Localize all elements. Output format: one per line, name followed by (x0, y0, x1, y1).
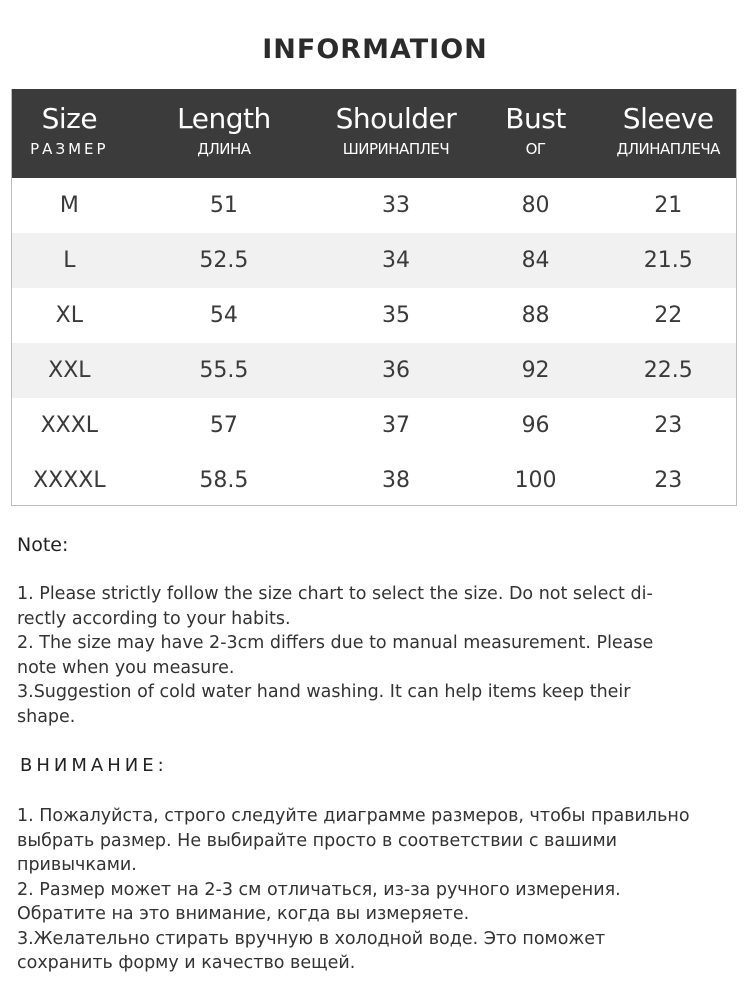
note-line-ru: выбрать размер. Не выбирайте просто в соответствии с вашими (17, 830, 618, 851)
cell-sleeve: 22.5 (643, 358, 693, 383)
note-line: rectly according to your habits. (17, 608, 291, 629)
cell-size: L (63, 248, 76, 273)
size-chart-table (11, 89, 737, 506)
header-label-ru: ДЛИНАПЛЕЧА (616, 140, 720, 158)
cell-sleeve: 23 (654, 468, 683, 493)
header-label-ru: ДЛИНА (197, 140, 251, 158)
table-row (12, 343, 736, 398)
note-heading-ru: ВНИМАНИЕ: (20, 755, 168, 776)
table-row (12, 453, 736, 508)
cell-length: 52.5 (199, 248, 249, 273)
header-label-ru: РАЗМЕР (30, 140, 109, 158)
cell-bust: 80 (521, 193, 550, 218)
cell-length: 51 (209, 193, 238, 218)
header-length (127, 89, 321, 178)
cell-shoulder: 36 (381, 358, 410, 383)
cell-shoulder: 35 (381, 303, 410, 328)
note-line-ru: 2. Размер может на 2-3 см отличаться, из-за ручного измерения. (17, 879, 621, 900)
cell-size: XXXXL (33, 468, 106, 493)
cell-size: XXXL (40, 413, 99, 438)
note-heading: Note: (17, 534, 69, 556)
cell-bust: 84 (521, 248, 550, 273)
note-line: 1. Please strictly follow the size chart to select the size. Do not select di- (17, 584, 653, 604)
cell-size: M (59, 193, 79, 218)
cell-length: 58.5 (199, 468, 249, 493)
cell-sleeve: 22 (654, 303, 683, 328)
header-label-en: Bust (505, 102, 566, 135)
header-label-en: Size (41, 102, 98, 135)
table-row (12, 178, 736, 233)
page-title: INFORMATION (262, 34, 488, 65)
header-label-ru: ОГ (525, 140, 546, 158)
table-row (12, 288, 736, 343)
table-row (12, 398, 736, 453)
cell-shoulder: 33 (381, 193, 410, 218)
note-line-ru: Обратите на это внимание, когда вы измеряете. (17, 904, 470, 924)
note-line-ru: 3.Желательно стирать вручную в холодной воде. Это поможет (17, 928, 606, 949)
header-size (12, 89, 127, 178)
cell-length: 54 (209, 303, 238, 328)
note-text-en (17, 582, 732, 729)
cell-bust: 88 (521, 303, 550, 328)
header-label-en: Sleeve (622, 102, 714, 135)
cell-length: 57 (209, 413, 238, 438)
note-line-ru: привычками. (17, 855, 137, 875)
header-bust (471, 89, 601, 178)
cell-sleeve: 21 (654, 193, 683, 218)
cell-shoulder: 38 (381, 468, 410, 493)
note-line: 3.Suggestion of cold water hand washing. It can help items keep their (17, 682, 631, 702)
header-shoulder (321, 89, 471, 178)
note-line-ru: сохранить форму и качество вещей. (17, 953, 356, 973)
cell-size: XXL (48, 358, 91, 383)
table-header (12, 89, 736, 178)
header-label-en: Shoulder (335, 102, 457, 135)
note-line-ru: 1. Пожалуйста, строго следуйте диаграмме размеров, чтобы правильно (17, 806, 690, 826)
note-text-ru (17, 804, 732, 976)
note-line: shape. (17, 706, 76, 727)
note-line: 2. The size may have 2-3cm differs due to manual measurement. Please (17, 633, 654, 653)
cell-length: 55.5 (199, 358, 249, 383)
header-label-en: Length (177, 102, 271, 135)
cell-sleeve: 21.5 (643, 248, 693, 273)
cell-shoulder: 34 (381, 248, 410, 273)
table-row (12, 233, 736, 288)
cell-sleeve: 23 (654, 413, 683, 438)
cell-size: XL (55, 303, 83, 328)
cell-bust: 100 (514, 468, 557, 493)
cell-shoulder: 37 (381, 413, 410, 438)
header-sleeve (600, 89, 736, 178)
cell-bust: 92 (521, 358, 550, 383)
note-line: note when you measure. (17, 657, 235, 678)
header-label-ru: ШИРИНАПЛЕЧ (342, 140, 450, 158)
cell-bust: 96 (521, 413, 550, 438)
